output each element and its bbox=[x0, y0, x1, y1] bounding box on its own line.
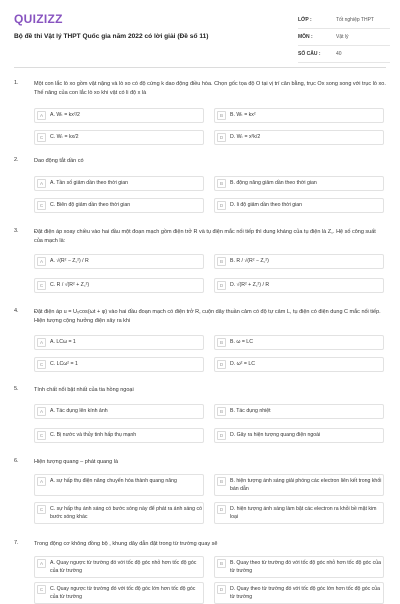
option-d[interactable] bbox=[214, 582, 384, 604]
question-number: 1. bbox=[14, 80, 19, 86]
option-c[interactable] bbox=[34, 278, 204, 293]
document-meta bbox=[298, 12, 390, 63]
option-text: D. √(R² + Z꜀²) / R bbox=[230, 282, 270, 288]
meta-count-label: SỐ CÂU : bbox=[298, 51, 321, 57]
option-d[interactable] bbox=[214, 357, 384, 372]
document-header bbox=[0, 0, 400, 66]
option-b[interactable] bbox=[214, 556, 384, 578]
option-letter: A bbox=[37, 477, 46, 486]
option-a[interactable] bbox=[34, 556, 204, 578]
question-text: Hiện tượng quang – phát quang là bbox=[34, 459, 119, 465]
option-d[interactable] bbox=[214, 278, 384, 293]
option-letter: D bbox=[217, 201, 226, 210]
question-number: 3. bbox=[14, 228, 19, 234]
option-text: C. Wₜ = kx/2 bbox=[50, 134, 79, 140]
option-c[interactable] bbox=[34, 582, 204, 604]
option-text: A. Tác dụng lên kính ảnh bbox=[50, 408, 108, 414]
option-letter: C bbox=[37, 281, 46, 290]
option-text: B. ω = LC bbox=[230, 339, 253, 345]
question-text: Tính chất nổi bật nhất của tia hồng ngoại bbox=[34, 387, 134, 393]
option-c[interactable] bbox=[34, 130, 204, 145]
option-c[interactable] bbox=[34, 357, 204, 372]
option-a[interactable] bbox=[34, 404, 204, 419]
option-letter: B bbox=[217, 477, 226, 486]
meta-class-label: LỚP : bbox=[298, 17, 312, 23]
question-number: 7. bbox=[14, 540, 19, 546]
option-text: B. R / √(R² − Z꜀²) bbox=[230, 258, 269, 264]
option-d[interactable] bbox=[214, 428, 384, 443]
option-text: C. LCω² = 1 bbox=[50, 361, 78, 367]
option-text: D. ω² = LC bbox=[230, 361, 255, 367]
option-letter: D bbox=[217, 360, 226, 369]
option-text: A. LCω = 1 bbox=[50, 339, 76, 345]
option-letter: C bbox=[37, 505, 46, 514]
option-letter: D bbox=[217, 585, 226, 594]
question-text: Một con lắc lò xo gồm vật nặng và lò xo có độ cứng k dao động điều hòa. Chọn gốc tọa độ O tại vị trí cân bằng, trục Ox song song với trục lò xo. Thế năng của con lắc lò xo khi vật có li độ x là bbox=[34, 81, 386, 96]
option-text: A. Quay ngược từ trường đó với tốc độ góc nhỏ hơn tốc độ góc của từ trường bbox=[50, 560, 197, 574]
question-text: Trong động cơ không đồng bộ , khung dây dẫn đặt trong từ trường quay sẽ bbox=[34, 541, 218, 547]
option-text: B. Wₜ = kx² bbox=[230, 112, 256, 118]
option-c[interactable] bbox=[34, 428, 204, 443]
option-text: D. Wₜ = x²k/2 bbox=[230, 134, 261, 140]
option-text: A. √(R² − Z꜀²) / R bbox=[50, 258, 89, 264]
option-b[interactable] bbox=[214, 335, 384, 350]
option-text: B. hiện tượng ánh sáng giải phóng các electron liên kết trong khối bán dẫn bbox=[230, 478, 382, 492]
question-text: Đặt điện áp u = U₀cos(ωt + φ) vào hai đầu đoạn mạch có điện trở R, cuộn dây thuần cảm có độ tự cảm L, tụ điện có điện dung C mắc nối tiếp. Hiện tượng cộng hưởng điện xảy ra khi bbox=[34, 309, 381, 324]
option-text: D. Gây ra hiện tượng quang điện ngoài bbox=[230, 432, 321, 438]
question-text: Đặt điện áp xoay chiều vào hai đầu một đoạn mạch gồm điện trở R và tụ điện mắc nối tiếp thì dung kháng của tụ điện là Z꜀. Hệ số công suất của mạch là: bbox=[34, 229, 376, 244]
option-letter: B bbox=[217, 179, 226, 188]
quizizz-logo: QUIZIZZ bbox=[14, 12, 63, 26]
option-letter: A bbox=[37, 257, 46, 266]
option-letter: A bbox=[37, 407, 46, 416]
option-d[interactable] bbox=[214, 198, 384, 213]
option-text: B. Tác dụng nhiệt bbox=[230, 408, 271, 414]
option-text: D. li độ giảm dần theo thời gian bbox=[230, 202, 303, 208]
option-c[interactable] bbox=[34, 198, 204, 213]
option-letter: B bbox=[217, 338, 226, 347]
question-number: 2. bbox=[14, 157, 19, 163]
option-text: D. hiện tượng ánh sáng làm bật các electron ra khỏi bề mặt kim loại bbox=[230, 506, 377, 520]
meta-subject-row bbox=[298, 29, 390, 46]
option-letter: B bbox=[217, 407, 226, 416]
option-text: C. R / √(R² + Z꜀²) bbox=[50, 282, 90, 288]
option-text: C. Quay ngược từ trường đó với tốc độ góc lớn hơn tốc độ góc của từ trường bbox=[50, 586, 196, 600]
option-text: B. Quay theo từ trường đó với tốc độ góc nhỏ hơn tốc độ góc của từ trường bbox=[230, 560, 381, 574]
option-letter: A bbox=[37, 559, 46, 568]
header-divider bbox=[14, 67, 386, 68]
option-letter: B bbox=[217, 111, 226, 120]
option-letter: C bbox=[37, 133, 46, 142]
option-d[interactable] bbox=[214, 130, 384, 145]
option-b[interactable] bbox=[214, 108, 384, 123]
option-letter: C bbox=[37, 201, 46, 210]
meta-count-row bbox=[298, 46, 390, 63]
option-a[interactable] bbox=[34, 474, 204, 496]
option-letter: D bbox=[217, 431, 226, 440]
option-text: C. Bị nước và thủy tinh hấp thụ mạnh bbox=[50, 432, 137, 438]
meta-class-value: Tốt nghiệp THPT bbox=[336, 17, 374, 23]
option-text: C. sự hấp thụ ánh sáng có bước sóng này để phát ra ánh sáng có bước sóng khác bbox=[50, 506, 202, 520]
option-text: A. Tần số giảm dần theo thời gian bbox=[50, 180, 128, 186]
question-number: 4. bbox=[14, 308, 19, 314]
option-b[interactable] bbox=[214, 254, 384, 269]
option-letter: A bbox=[37, 338, 46, 347]
option-letter: C bbox=[37, 431, 46, 440]
option-letter: B bbox=[217, 257, 226, 266]
option-c[interactable] bbox=[34, 502, 204, 524]
option-letter: A bbox=[37, 179, 46, 188]
meta-subject-value: Vật lý bbox=[336, 34, 349, 40]
option-letter: C bbox=[37, 360, 46, 369]
option-text: A. Wₜ = kx²/2 bbox=[50, 112, 80, 118]
option-letter: D bbox=[217, 505, 226, 514]
meta-class-row bbox=[298, 12, 390, 29]
option-a[interactable] bbox=[34, 176, 204, 191]
option-letter: A bbox=[37, 111, 46, 120]
question-number: 5. bbox=[14, 386, 19, 392]
option-text: C. Biên độ giảm dần theo thời gian bbox=[50, 202, 131, 208]
option-b[interactable] bbox=[214, 404, 384, 419]
option-b[interactable] bbox=[214, 474, 384, 496]
option-letter: D bbox=[217, 281, 226, 290]
option-letter: D bbox=[217, 133, 226, 142]
document-title: Bộ đề thi Vật lý THPT Quốc gia năm 2022 có lời giải (Đề số 11) bbox=[14, 33, 209, 40]
option-letter: B bbox=[217, 559, 226, 568]
option-d[interactable] bbox=[214, 502, 384, 524]
option-letter: C bbox=[37, 585, 46, 594]
question-text: Dao động tắt dần có bbox=[34, 158, 84, 164]
option-text: A. sự hấp thụ điện năng chuyển hóa thành quang năng bbox=[50, 478, 177, 484]
option-text: D. Quay theo từ trường đó với tốc độ góc lớn hơn tốc độ góc của từ trường bbox=[230, 586, 381, 600]
meta-subject-label: MÔN : bbox=[298, 34, 313, 40]
option-text: B. động năng giảm dần theo thời gian bbox=[230, 180, 317, 186]
option-a[interactable] bbox=[34, 335, 204, 350]
option-a[interactable] bbox=[34, 108, 204, 123]
option-a[interactable] bbox=[34, 254, 204, 269]
question-number: 6. bbox=[14, 458, 19, 464]
option-b[interactable] bbox=[214, 176, 384, 191]
meta-count-value: 40 bbox=[336, 51, 342, 57]
